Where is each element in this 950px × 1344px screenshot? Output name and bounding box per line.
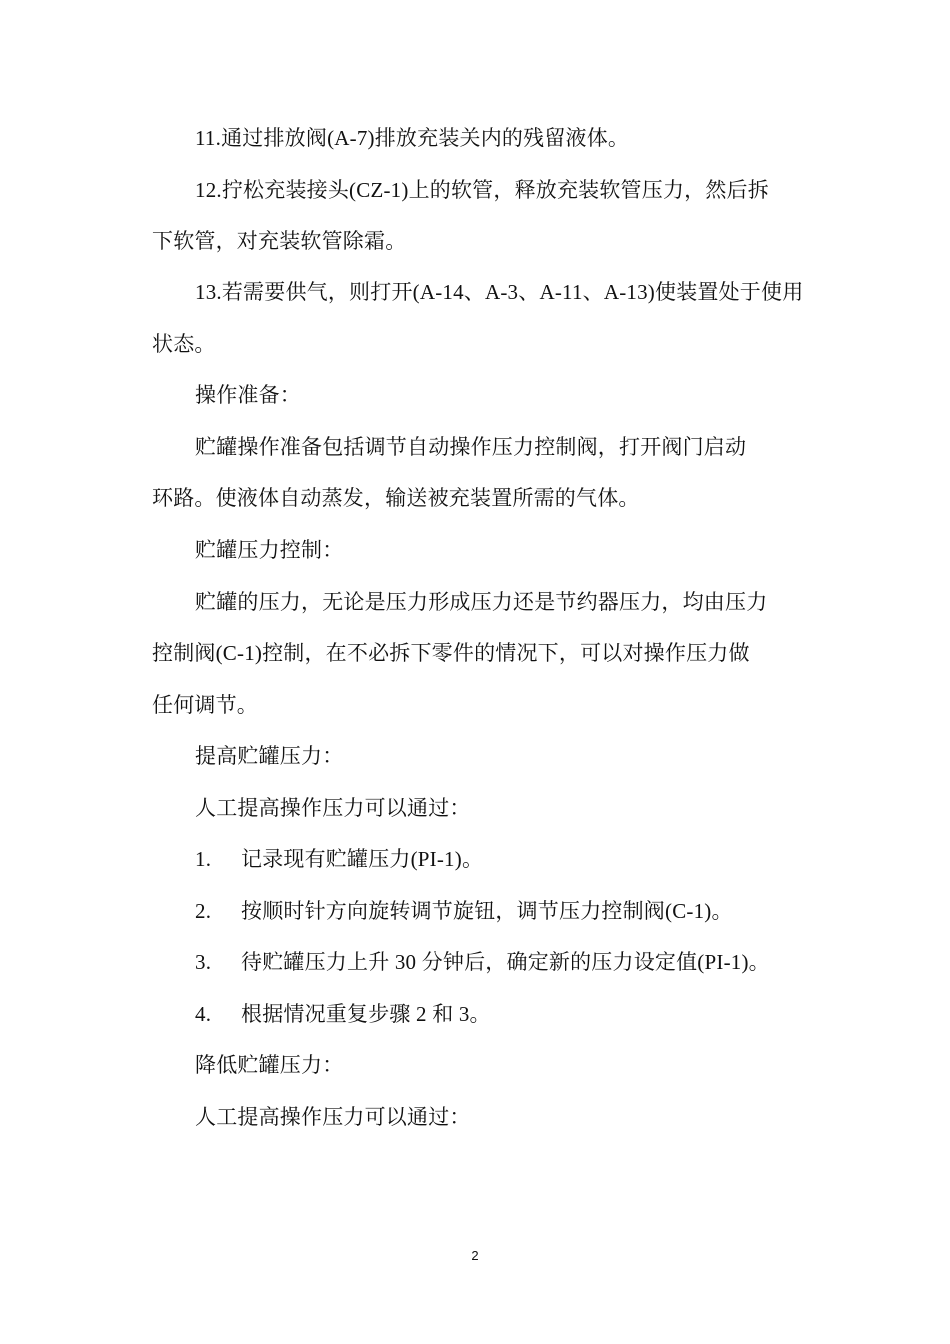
paragraph-lower-intro: 人工提高操作压力可以通过： xyxy=(195,1105,471,1129)
paragraph-line-13: 13.若需要供气，则打开(A-14、A-3、A-11、A-13)使装置处于使用 xyxy=(195,280,804,304)
paragraph-pressure-line-1: 贮罐的压力，无论是压力形成压力还是节约器压力，均由压力 xyxy=(195,590,768,614)
list-item-step-2 xyxy=(195,897,733,925)
step-text: 根据情况重复步骤 2 和 3。 xyxy=(241,1002,491,1026)
list-item-step-4 xyxy=(195,1000,491,1028)
step-number: 1. xyxy=(195,847,212,871)
paragraph-line-12: 12.拧松充装接头(CZ-1)上的软管，释放充装软管压力，然后拆 xyxy=(195,178,769,202)
step-number: 4. xyxy=(195,1002,212,1026)
paragraph-raise-intro: 人工提高操作压力可以通过： xyxy=(195,796,471,820)
page-number: 2 xyxy=(471,1248,479,1263)
paragraph-prep-line-1: 贮罐操作准备包括调节自动操作压力控制阀，打开阀门启动 xyxy=(195,435,747,459)
heading-operation-prep: 操作准备： xyxy=(195,383,301,407)
heading-lower-pressure: 降低贮罐压力： xyxy=(195,1053,344,1077)
list-item-step-1 xyxy=(195,845,483,873)
paragraph-prep-line-2: 环路。使液体自动蒸发，输送被充装置所需的气体。 xyxy=(152,486,640,510)
step-text: 待贮罐压力上升 30 分钟后，确定新的压力设定值(PI-1)。 xyxy=(241,950,770,974)
heading-raise-pressure: 提高贮罐压力： xyxy=(195,744,344,768)
step-text: 按顺时针方向旋转调节旋钮，调节压力控制阀(C-1)。 xyxy=(241,899,733,923)
paragraph-line-13-continued: 状态。 xyxy=(152,332,216,356)
list-item-step-3 xyxy=(195,948,770,976)
step-number: 2. xyxy=(195,899,212,923)
heading-pressure-control: 贮罐压力控制： xyxy=(195,538,344,562)
paragraph-line-12-continued: 下软管，对充装软管除霜。 xyxy=(152,229,407,253)
step-number: 3. xyxy=(195,950,212,974)
paragraph-pressure-line-3: 任何调节。 xyxy=(152,693,258,717)
step-text: 记录现有贮罐压力(PI-1)。 xyxy=(241,847,484,871)
paragraph-pressure-line-2: 控制阀(C-1)控制，在不必拆下零件的情况下，可以对操作压力做 xyxy=(152,641,750,665)
paragraph-line-11: 11.通过排放阀(A-7)排放充装关内的残留液体。 xyxy=(195,126,630,150)
